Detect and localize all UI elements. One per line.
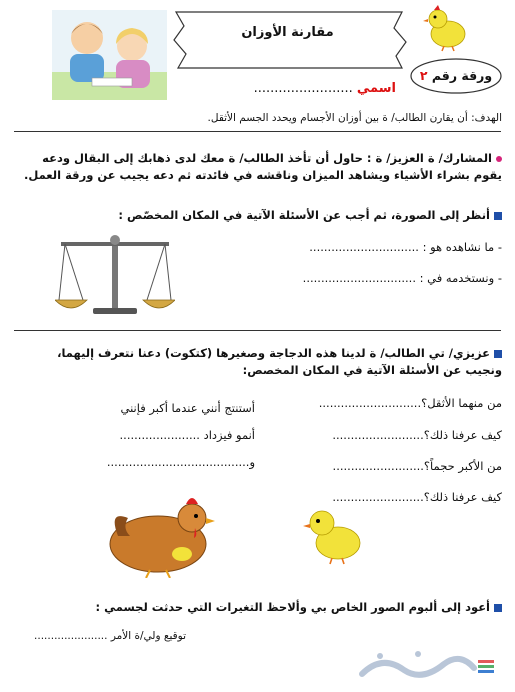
section2-answer-1: أستنتج أنني عندما أكبر فإنني <box>120 401 255 415</box>
divider <box>14 330 501 331</box>
section2-question-2: كيف عرفنا ذلك؟......................... <box>332 428 502 442</box>
name-dots: ........................ <box>253 81 353 96</box>
sheet-number-label: ورقة رقم ٢ <box>419 68 493 83</box>
intro-line-1: المشارك/ ة العزيز/ ة : حاول أن تأخذ الطالب/ ة معك لدى ذهابك إلى البقال ودعه <box>24 150 502 167</box>
balance-scale-illustration-icon <box>55 230 175 320</box>
chick-illustration-icon <box>420 4 472 52</box>
guardian-signature: توقيع ولي/ة الأمر ...................... <box>34 630 186 642</box>
section2-answer-2: أنمو فيزداد ...................... <box>119 428 255 442</box>
section3-heading: أعود إلى ألبوم الصور الخاص بي وألاحظ التغيرات التي حدثت لجسمي : <box>24 599 502 616</box>
section2-line-2: ونجيب عن الأسئلة الآتية في المكان المخصص: <box>242 363 502 377</box>
square-marker-icon <box>494 350 502 358</box>
square-marker-icon <box>494 212 502 220</box>
hen-illustration-icon <box>100 488 230 578</box>
section1-question-1: - ما نشاهده هو : .............................. <box>309 240 502 254</box>
name-field <box>236 80 396 97</box>
square-marker-icon <box>494 604 502 612</box>
section1-heading: أنظر إلى الصورة، ثم أجب عن الأسئلة الآتية في المكان المخصّص : <box>24 207 502 224</box>
divider <box>14 131 501 132</box>
page-title: مقارنة الأوزان <box>241 25 334 40</box>
name-label: اسمي <box>356 81 396 96</box>
watermark-logo-icon <box>352 640 502 688</box>
section2-question-1: من منهما الأثقل؟............................ <box>318 396 502 410</box>
section2-question-3: من الأكبر حجماً؟......................... <box>332 459 502 473</box>
section2-question-4: كيف عرفنا ذلك؟......................... <box>332 490 502 504</box>
intro-line-2: يقوم بشراء الأشياء ويشاهد الميزان وناقشه في فائدته ثم دعه يجيب عن ورقة العمل. <box>23 168 502 182</box>
chick-large-illustration-icon <box>300 505 365 565</box>
section2-answer-3: و....................................... <box>106 455 255 469</box>
kids-illustration-icon <box>52 10 167 100</box>
bullet-icon <box>496 156 502 162</box>
section1-question-2: - ونستخدمه في : ............................... <box>302 271 502 285</box>
section2-line-1: عزيزي/ تي الطالب/ ة لدينا هذه الدجاجة وصغيرها (كتكوت) دعنا نتعرف إليهما، <box>24 345 502 362</box>
goal-text: الهدف: أن يقارن الطالب/ ة بين أوزان الأجسام ويحدد الجسم الأثقل. <box>207 112 502 124</box>
